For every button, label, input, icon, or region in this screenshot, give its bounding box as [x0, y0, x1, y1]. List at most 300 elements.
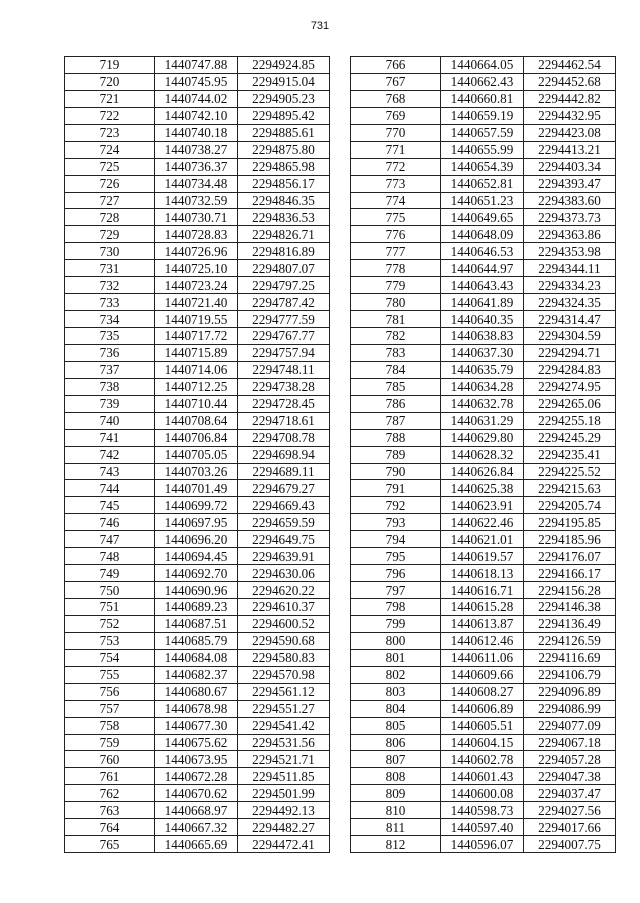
point-number-cell: 732 — [65, 277, 155, 294]
point-number-cell: 787 — [351, 412, 441, 429]
point-number-cell: 809 — [351, 785, 441, 802]
table-row — [65, 73, 330, 90]
table-row — [351, 463, 616, 480]
y-coordinate-cell: 2294106.79 — [524, 666, 616, 683]
point-number-cell: 796 — [351, 565, 441, 582]
y-coordinate-cell: 2294235.41 — [524, 446, 616, 463]
y-coordinate-cell: 2294255.18 — [524, 412, 616, 429]
y-coordinate-cell: 2294413.21 — [524, 141, 616, 158]
point-number-cell: 745 — [65, 497, 155, 514]
x-coordinate-cell: 1440651.23 — [441, 192, 524, 209]
table-row — [65, 683, 330, 700]
point-number-cell: 719 — [65, 57, 155, 74]
x-coordinate-cell: 1440602.78 — [441, 751, 524, 768]
y-coordinate-cell: 2294007.75 — [524, 836, 616, 853]
x-coordinate-cell: 1440719.55 — [155, 311, 238, 328]
page-number: 731 — [310, 20, 330, 32]
y-coordinate-cell: 2294452.68 — [524, 73, 616, 90]
point-number-cell: 738 — [65, 378, 155, 395]
y-coordinate-cell: 2294521.71 — [238, 751, 330, 768]
table-row — [351, 328, 616, 345]
point-number-cell: 799 — [351, 615, 441, 632]
x-coordinate-cell: 1440632.78 — [441, 395, 524, 412]
x-coordinate-cell: 1440637.30 — [441, 344, 524, 361]
y-coordinate-cell: 2294885.61 — [238, 124, 330, 141]
y-coordinate-cell: 2294225.52 — [524, 463, 616, 480]
point-number-cell: 737 — [65, 361, 155, 378]
x-coordinate-cell: 1440701.49 — [155, 480, 238, 497]
y-coordinate-cell: 2294777.59 — [238, 311, 330, 328]
table-row — [65, 429, 330, 446]
table-row — [65, 582, 330, 599]
point-number-cell: 763 — [65, 802, 155, 819]
x-coordinate-cell: 1440619.57 — [441, 548, 524, 565]
table-row — [65, 361, 330, 378]
point-number-cell: 807 — [351, 751, 441, 768]
y-coordinate-cell: 2294047.38 — [524, 768, 616, 785]
table-row — [351, 480, 616, 497]
x-coordinate-cell: 1440723.24 — [155, 277, 238, 294]
point-number-cell: 771 — [351, 141, 441, 158]
table-row — [351, 260, 616, 277]
x-coordinate-cell: 1440692.70 — [155, 565, 238, 582]
x-coordinate-cell: 1440721.40 — [155, 294, 238, 311]
x-coordinate-cell: 1440606.89 — [441, 700, 524, 717]
point-number-cell: 730 — [65, 243, 155, 260]
point-number-cell: 777 — [351, 243, 441, 260]
table-row — [351, 819, 616, 836]
x-coordinate-cell: 1440744.02 — [155, 90, 238, 107]
table-row — [65, 531, 330, 548]
x-coordinate-cell: 1440654.39 — [441, 158, 524, 175]
x-coordinate-cell: 1440747.88 — [155, 57, 238, 74]
x-coordinate-cell: 1440736.37 — [155, 158, 238, 175]
point-number-cell: 800 — [351, 632, 441, 649]
x-coordinate-cell: 1440644.97 — [441, 260, 524, 277]
x-coordinate-cell: 1440643.43 — [441, 277, 524, 294]
y-coordinate-cell: 2294836.53 — [238, 209, 330, 226]
x-coordinate-cell: 1440694.45 — [155, 548, 238, 565]
x-coordinate-cell: 1440685.79 — [155, 632, 238, 649]
point-number-cell: 772 — [351, 158, 441, 175]
table-row — [351, 57, 616, 74]
x-coordinate-cell: 1440662.43 — [441, 73, 524, 90]
point-number-cell: 759 — [65, 734, 155, 751]
x-coordinate-cell: 1440640.35 — [441, 311, 524, 328]
point-number-cell: 740 — [65, 412, 155, 429]
table-row — [65, 311, 330, 328]
point-number-cell: 734 — [65, 311, 155, 328]
y-coordinate-cell: 2294865.98 — [238, 158, 330, 175]
x-coordinate-cell: 1440638.83 — [441, 328, 524, 345]
y-coordinate-cell: 2294580.83 — [238, 649, 330, 666]
y-coordinate-cell: 2294205.74 — [524, 497, 616, 514]
x-coordinate-cell: 1440621.01 — [441, 531, 524, 548]
point-number-cell: 780 — [351, 294, 441, 311]
x-coordinate-cell: 1440655.99 — [441, 141, 524, 158]
x-coordinate-cell: 1440734.48 — [155, 175, 238, 192]
table-row — [65, 836, 330, 853]
table-row — [351, 395, 616, 412]
x-coordinate-cell: 1440680.67 — [155, 683, 238, 700]
y-coordinate-cell: 2294334.23 — [524, 277, 616, 294]
y-coordinate-cell: 2294649.75 — [238, 531, 330, 548]
table-row — [351, 209, 616, 226]
point-number-cell: 803 — [351, 683, 441, 700]
point-number-cell: 748 — [65, 548, 155, 565]
table-row — [65, 57, 330, 74]
point-number-cell: 746 — [65, 514, 155, 531]
table-row — [65, 548, 330, 565]
y-coordinate-cell: 2294511.85 — [238, 768, 330, 785]
x-coordinate-cell: 1440678.98 — [155, 700, 238, 717]
y-coordinate-cell: 2294423.08 — [524, 124, 616, 141]
y-coordinate-cell: 2294462.54 — [524, 57, 616, 74]
table-row — [65, 480, 330, 497]
table-row — [351, 226, 616, 243]
table-row — [65, 158, 330, 175]
x-coordinate-cell: 1440715.89 — [155, 344, 238, 361]
table-row — [351, 243, 616, 260]
x-coordinate-cell: 1440742.10 — [155, 107, 238, 124]
y-coordinate-cell: 2294324.35 — [524, 294, 616, 311]
x-coordinate-cell: 1440612.46 — [441, 632, 524, 649]
point-number-cell: 736 — [65, 344, 155, 361]
point-number-cell: 770 — [351, 124, 441, 141]
table-row — [351, 683, 616, 700]
y-coordinate-cell: 2294816.89 — [238, 243, 330, 260]
table-row — [65, 328, 330, 345]
x-coordinate-cell: 1440717.72 — [155, 328, 238, 345]
y-coordinate-cell: 2294630.06 — [238, 565, 330, 582]
table-row — [351, 361, 616, 378]
x-coordinate-cell: 1440667.32 — [155, 819, 238, 836]
table-row — [65, 463, 330, 480]
table-row — [65, 192, 330, 209]
x-coordinate-cell: 1440714.06 — [155, 361, 238, 378]
point-number-cell: 791 — [351, 480, 441, 497]
point-number-cell: 768 — [351, 90, 441, 107]
table-row — [351, 107, 616, 124]
x-coordinate-cell: 1440675.62 — [155, 734, 238, 751]
y-coordinate-cell: 2294344.11 — [524, 260, 616, 277]
table-row — [351, 666, 616, 683]
y-coordinate-cell: 2294728.45 — [238, 395, 330, 412]
y-coordinate-cell: 2294383.60 — [524, 192, 616, 209]
y-coordinate-cell: 2294679.27 — [238, 480, 330, 497]
x-coordinate-cell: 1440598.73 — [441, 802, 524, 819]
point-number-cell: 779 — [351, 277, 441, 294]
point-number-cell: 802 — [351, 666, 441, 683]
table-row — [351, 649, 616, 666]
point-number-cell: 725 — [65, 158, 155, 175]
point-number-cell: 758 — [65, 717, 155, 734]
table-row — [65, 751, 330, 768]
y-coordinate-cell: 2294846.35 — [238, 192, 330, 209]
y-coordinate-cell: 2294541.42 — [238, 717, 330, 734]
point-number-cell: 733 — [65, 294, 155, 311]
y-coordinate-cell: 2294924.85 — [238, 57, 330, 74]
y-coordinate-cell: 2294492.13 — [238, 802, 330, 819]
table-row — [65, 514, 330, 531]
x-coordinate-cell: 1440618.13 — [441, 565, 524, 582]
point-number-cell: 812 — [351, 836, 441, 853]
y-coordinate-cell: 2294077.09 — [524, 717, 616, 734]
point-number-cell: 753 — [65, 632, 155, 649]
x-coordinate-cell: 1440604.15 — [441, 734, 524, 751]
x-coordinate-cell: 1440738.27 — [155, 141, 238, 158]
y-coordinate-cell: 2294037.47 — [524, 785, 616, 802]
point-number-cell: 794 — [351, 531, 441, 548]
table-row — [351, 514, 616, 531]
point-number-cell: 769 — [351, 107, 441, 124]
point-number-cell: 806 — [351, 734, 441, 751]
y-coordinate-cell: 2294442.82 — [524, 90, 616, 107]
y-coordinate-cell: 2294807.07 — [238, 260, 330, 277]
y-coordinate-cell: 2294718.61 — [238, 412, 330, 429]
y-coordinate-cell: 2294787.42 — [238, 294, 330, 311]
y-coordinate-cell: 2294314.47 — [524, 311, 616, 328]
point-number-cell: 731 — [65, 260, 155, 277]
point-number-cell: 801 — [351, 649, 441, 666]
table-row — [65, 107, 330, 124]
point-number-cell: 795 — [351, 548, 441, 565]
table-row — [65, 599, 330, 616]
point-number-cell: 811 — [351, 819, 441, 836]
x-coordinate-cell: 1440705.05 — [155, 446, 238, 463]
table-row — [65, 294, 330, 311]
x-coordinate-cell: 1440601.43 — [441, 768, 524, 785]
table-row — [351, 412, 616, 429]
table-row — [65, 226, 330, 243]
x-coordinate-cell: 1440611.06 — [441, 649, 524, 666]
table-row — [351, 531, 616, 548]
x-coordinate-cell: 1440597.40 — [441, 819, 524, 836]
table-row — [351, 344, 616, 361]
table-row — [351, 73, 616, 90]
y-coordinate-cell: 2294294.71 — [524, 344, 616, 361]
y-coordinate-cell: 2294116.69 — [524, 649, 616, 666]
point-number-cell: 781 — [351, 311, 441, 328]
y-coordinate-cell: 2294600.52 — [238, 615, 330, 632]
y-coordinate-cell: 2294304.59 — [524, 328, 616, 345]
coordinate-table-right — [350, 56, 616, 853]
y-coordinate-cell: 2294265.06 — [524, 395, 616, 412]
table-row — [351, 378, 616, 395]
y-coordinate-cell: 2294875.80 — [238, 141, 330, 158]
x-coordinate-cell: 1440652.81 — [441, 175, 524, 192]
point-number-cell: 741 — [65, 429, 155, 446]
y-coordinate-cell: 2294659.59 — [238, 514, 330, 531]
table-row — [351, 141, 616, 158]
y-coordinate-cell: 2294639.91 — [238, 548, 330, 565]
table-row — [65, 734, 330, 751]
x-coordinate-cell: 1440631.29 — [441, 412, 524, 429]
y-coordinate-cell: 2294797.25 — [238, 277, 330, 294]
table-row — [65, 497, 330, 514]
table-row — [65, 802, 330, 819]
x-coordinate-cell: 1440609.66 — [441, 666, 524, 683]
table-row — [65, 141, 330, 158]
y-coordinate-cell: 2294698.94 — [238, 446, 330, 463]
table-row — [351, 734, 616, 751]
y-coordinate-cell: 2294757.94 — [238, 344, 330, 361]
table-row — [351, 768, 616, 785]
point-number-cell: 798 — [351, 599, 441, 616]
point-number-cell: 789 — [351, 446, 441, 463]
x-coordinate-cell: 1440740.18 — [155, 124, 238, 141]
table-row — [351, 192, 616, 209]
table-row — [351, 599, 616, 616]
table-row — [351, 615, 616, 632]
point-number-cell: 751 — [65, 599, 155, 616]
x-coordinate-cell: 1440696.20 — [155, 531, 238, 548]
y-coordinate-cell: 2294620.22 — [238, 582, 330, 599]
point-number-cell: 757 — [65, 700, 155, 717]
point-number-cell: 728 — [65, 209, 155, 226]
table-row — [351, 90, 616, 107]
table-row — [65, 819, 330, 836]
point-number-cell: 720 — [65, 73, 155, 90]
point-number-cell: 773 — [351, 175, 441, 192]
table-row — [351, 277, 616, 294]
x-coordinate-cell: 1440660.81 — [441, 90, 524, 107]
table-row — [351, 175, 616, 192]
point-number-cell: 792 — [351, 497, 441, 514]
y-coordinate-cell: 2294176.07 — [524, 548, 616, 565]
y-coordinate-cell: 2294245.29 — [524, 429, 616, 446]
y-coordinate-cell: 2294895.42 — [238, 107, 330, 124]
table-row — [351, 158, 616, 175]
x-coordinate-cell: 1440641.89 — [441, 294, 524, 311]
x-coordinate-cell: 1440608.27 — [441, 683, 524, 700]
table-row — [65, 124, 330, 141]
x-coordinate-cell: 1440646.53 — [441, 243, 524, 260]
x-coordinate-cell: 1440672.28 — [155, 768, 238, 785]
x-coordinate-cell: 1440712.25 — [155, 378, 238, 395]
y-coordinate-cell: 2294284.83 — [524, 361, 616, 378]
y-coordinate-cell: 2294590.68 — [238, 632, 330, 649]
x-coordinate-cell: 1440628.32 — [441, 446, 524, 463]
point-number-cell: 774 — [351, 192, 441, 209]
table-row — [65, 412, 330, 429]
y-coordinate-cell: 2294363.86 — [524, 226, 616, 243]
x-coordinate-cell: 1440659.19 — [441, 107, 524, 124]
x-coordinate-cell: 1440657.59 — [441, 124, 524, 141]
point-number-cell: 755 — [65, 666, 155, 683]
table-row — [65, 700, 330, 717]
x-coordinate-cell: 1440677.30 — [155, 717, 238, 734]
y-coordinate-cell: 2294353.98 — [524, 243, 616, 260]
x-coordinate-cell: 1440615.28 — [441, 599, 524, 616]
table-row — [65, 277, 330, 294]
point-number-cell: 749 — [65, 565, 155, 582]
x-coordinate-cell: 1440726.96 — [155, 243, 238, 260]
y-coordinate-cell: 2294195.85 — [524, 514, 616, 531]
point-number-cell: 788 — [351, 429, 441, 446]
point-number-cell: 752 — [65, 615, 155, 632]
y-coordinate-cell: 2294057.28 — [524, 751, 616, 768]
point-number-cell: 786 — [351, 395, 441, 412]
x-coordinate-cell: 1440623.91 — [441, 497, 524, 514]
point-number-cell: 735 — [65, 328, 155, 345]
point-number-cell: 723 — [65, 124, 155, 141]
table-row — [65, 344, 330, 361]
x-coordinate-cell: 1440664.05 — [441, 57, 524, 74]
table-row — [351, 294, 616, 311]
table-row — [65, 378, 330, 395]
y-coordinate-cell: 2294748.11 — [238, 361, 330, 378]
x-coordinate-cell: 1440600.08 — [441, 785, 524, 802]
y-coordinate-cell: 2294027.56 — [524, 802, 616, 819]
x-coordinate-cell: 1440616.71 — [441, 582, 524, 599]
x-coordinate-cell: 1440732.59 — [155, 192, 238, 209]
table-row — [65, 768, 330, 785]
table-row — [65, 649, 330, 666]
x-coordinate-cell: 1440687.51 — [155, 615, 238, 632]
point-number-cell: 776 — [351, 226, 441, 243]
table-row — [65, 446, 330, 463]
point-number-cell: 729 — [65, 226, 155, 243]
x-coordinate-cell: 1440728.83 — [155, 226, 238, 243]
x-coordinate-cell: 1440665.69 — [155, 836, 238, 853]
point-number-cell: 765 — [65, 836, 155, 853]
table-row — [351, 836, 616, 853]
table-row — [65, 175, 330, 192]
y-coordinate-cell: 2294767.77 — [238, 328, 330, 345]
y-coordinate-cell: 2294126.59 — [524, 632, 616, 649]
point-number-cell: 808 — [351, 768, 441, 785]
point-number-cell: 793 — [351, 514, 441, 531]
x-coordinate-cell: 1440710.44 — [155, 395, 238, 412]
table-row — [65, 260, 330, 277]
x-coordinate-cell: 1440605.51 — [441, 717, 524, 734]
y-coordinate-cell: 2294215.63 — [524, 480, 616, 497]
y-coordinate-cell: 2294551.27 — [238, 700, 330, 717]
table-row — [351, 548, 616, 565]
y-coordinate-cell: 2294156.28 — [524, 582, 616, 599]
x-coordinate-cell: 1440689.23 — [155, 599, 238, 616]
table-row — [65, 632, 330, 649]
x-coordinate-cell: 1440613.87 — [441, 615, 524, 632]
x-coordinate-cell: 1440699.72 — [155, 497, 238, 514]
point-number-cell: 750 — [65, 582, 155, 599]
y-coordinate-cell: 2294856.17 — [238, 175, 330, 192]
point-number-cell: 727 — [65, 192, 155, 209]
y-coordinate-cell: 2294432.95 — [524, 107, 616, 124]
y-coordinate-cell: 2294185.96 — [524, 531, 616, 548]
table-row — [65, 666, 330, 683]
y-coordinate-cell: 2294393.47 — [524, 175, 616, 192]
x-coordinate-cell: 1440673.95 — [155, 751, 238, 768]
x-coordinate-cell: 1440635.79 — [441, 361, 524, 378]
y-coordinate-cell: 2294610.37 — [238, 599, 330, 616]
table-row — [65, 395, 330, 412]
point-number-cell: 743 — [65, 463, 155, 480]
point-number-cell: 760 — [65, 751, 155, 768]
y-coordinate-cell: 2294017.66 — [524, 819, 616, 836]
y-coordinate-cell: 2294669.43 — [238, 497, 330, 514]
x-coordinate-cell: 1440649.65 — [441, 209, 524, 226]
point-number-cell: 726 — [65, 175, 155, 192]
y-coordinate-cell: 2294826.71 — [238, 226, 330, 243]
table-row — [351, 446, 616, 463]
x-coordinate-cell: 1440682.37 — [155, 666, 238, 683]
point-number-cell: 764 — [65, 819, 155, 836]
table-row — [351, 751, 616, 768]
x-coordinate-cell: 1440629.80 — [441, 429, 524, 446]
y-coordinate-cell: 2294561.12 — [238, 683, 330, 700]
